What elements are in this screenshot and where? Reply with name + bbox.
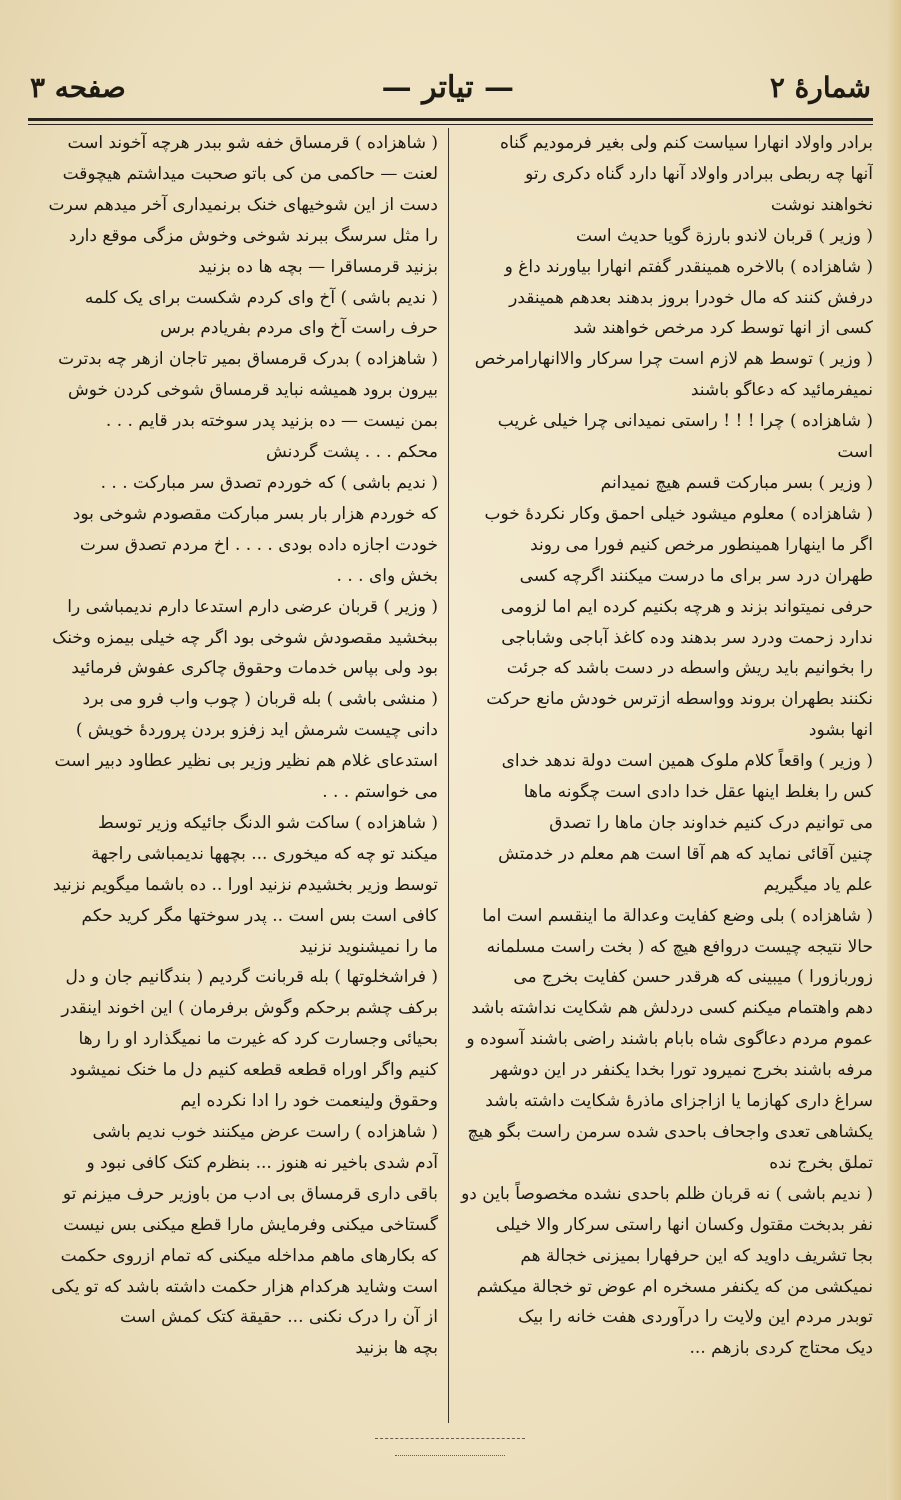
- text-line: ( شاهزاده ) بدرک قرمساق بمیر تاجان ازهر چه بدترت: [58, 349, 438, 370]
- text-line: را بخوانیم باید ریش واسطه در دست باشد که جرئت: [506, 658, 873, 679]
- text-line: حرف راست آخ وای مردم بفریادم برس: [160, 318, 438, 339]
- text-line: را مثل سرسگ ببرند شوخی وخوش مزگی موقع دارد: [68, 225, 438, 246]
- text-line: نفر بدبخت مقتول وکسان انها راستی سرکار والا خیلی: [495, 1214, 873, 1235]
- text-line: نخواهند نوشت: [770, 194, 873, 215]
- text-line: ( شاهزاده ) راست عرض میکنند خوب ندیم باشی: [92, 1122, 438, 1142]
- issue-number: شمارهٔ ۲: [769, 70, 871, 104]
- text-line: ( شاهزاده ) بالاخره همینقدر گفتم انهارا بیاورند داغ و: [504, 256, 873, 277]
- text-line: ( شاهزاده ) چرا ! ! ! راستی نمیدانی چرا خیلی غریب: [497, 411, 873, 432]
- text-line: ( ندیم باشی ) نه قربان ظلم باحدی نشده مخصوصاً باین دو: [461, 1183, 873, 1204]
- text-line: ( وزیر ) بسر مبارکت قسم هیچ نمیدانم: [600, 472, 873, 493]
- text-line: دست از این شوخیهای خنک برنمیداری آخر میدهم سرت: [48, 194, 438, 215]
- text-line: که خوردم هزار بار بسر مبارکت مقصودم شوخی بود: [72, 503, 438, 524]
- header-rule: [28, 118, 873, 121]
- text-line: که بکارهای ماهم مداخله میکنی که تمام ازروی حکمت: [60, 1245, 438, 1266]
- text-line: بخش وای . . .: [336, 565, 438, 586]
- right-column: [457, 128, 873, 1423]
- text-line: ( ندیم باشی ) که خوردم تصدق سر مبارکت . . .: [100, 472, 438, 493]
- text-line: چنین آقائی نماید که هم آقا است هم معلم در خدمتش: [498, 843, 873, 864]
- text-line: میکند تو چه که میخوری ... بچهها ندیمباشی راجهة: [91, 843, 438, 864]
- text-line: ببخشید مقصودش شوخی بود اگر چه خیلی بیمزه وخنک: [52, 627, 438, 648]
- left-column: [32, 128, 438, 1423]
- bottom-ornament: [375, 1438, 525, 1439]
- text-line: باقی داری قرمساق بی ادب من باوزیر حرف میزنم تو: [62, 1183, 438, 1204]
- text-line: می توانیم درک کنیم خداوند جان ماها را تصدق: [549, 812, 873, 833]
- page-number: صفحه ۳: [30, 70, 126, 104]
- text-line: حرفی نمیتواند بزند و هرچه بکنیم کرده ایم اما لزومی: [500, 596, 873, 617]
- text-line: آنها چه ربطی ببرادر واولاد آنها دارد گناه دکری رتو: [525, 163, 873, 184]
- text-line: لعنت — حاکمی من کی باتو صحبت میداشتم هیچوقت: [62, 163, 438, 184]
- text-line: ( وزیر ) قربان لاندو بارزة گویا حدیث است: [575, 225, 873, 246]
- text-line: انها بشود: [808, 720, 873, 741]
- text-line: دیک محتاج کردی بازهم ...: [689, 1338, 873, 1359]
- text-line: بود ولی بپاس خدمات وحقوق چاکری عفوش فرمائید: [71, 658, 438, 679]
- text-line: کافی است بس است .. پدر سوختها مگر کرید حکم: [81, 905, 438, 926]
- text-line: نمیفرمائید که دعاگو باشند: [690, 380, 873, 401]
- text-line: از آن را درک نکنی ... حقیقة کتک کمش است: [120, 1307, 438, 1328]
- text-line: گستاخی میکنی وفرمایش مارا قطع میکنی بس نیست: [63, 1214, 438, 1235]
- text-line: ( وزیر ) واقعاً کلام ملوک همین است دولة ندهد خدای: [501, 751, 873, 772]
- text-line: ( شاهزاده ) ساکت شو الدنگ جائیکه وزیر توسط: [98, 812, 438, 833]
- text-line: وحقوق ولینعمت خود را ادا نکرده ایم: [180, 1091, 438, 1112]
- text-line: بچه ها بزنید: [355, 1338, 438, 1359]
- text-line: عموم مردم دعاگوی شاه بابام باشند راضی باشند آسوده و: [466, 1029, 873, 1050]
- text-line: نکنند بطهران بروند وواسطه ازترس خودش مانع حرکت: [486, 689, 873, 710]
- column-divider: [448, 128, 449, 1423]
- bottom-ornament-dots: [395, 1455, 505, 1456]
- text-line: آدم شدی باخیر نه هنوز ... بنظرم کتک کافی نبود و: [86, 1152, 438, 1173]
- text-line: برکف چشم برحکم وگوش برفرمان ) این اخوند اینقدر: [61, 998, 438, 1019]
- text-line: برادر واولاد انهارا سیاست کنم ولی بغیر فرمودیم گناه: [499, 133, 873, 153]
- text-line: ( شاهزاده ) بلی وضع کفایت وعدالة ما اینقسم است اما: [482, 905, 873, 926]
- text-line: بمن نیست — ده بزنید پدر سوخته بدر قایم . . .: [105, 411, 438, 432]
- text-line: علم یاد میگیریم: [763, 874, 873, 895]
- text-line: نمیکشی من که یکنفر مسخره ام عوض تو خجالة میکشم: [476, 1276, 873, 1297]
- text-line: خودت اجازه داده بودی . . . . اخ مردم تصدق سرت: [79, 534, 438, 555]
- text-line: درفش کنند که مال خودرا بروز بدهند بعدهم همینقدر: [509, 287, 873, 308]
- text-line: سراغ داری کهازما یا ازاجزای ماذرهٔ شکایت داشته باشد: [485, 1091, 873, 1112]
- text-line: دهم واهتمام میکنم کسی دردلش هم شکایت نداشته باشد: [471, 998, 873, 1019]
- text-line: کس را بغلط اینها عقل خدا دادی است چگونه ماها: [523, 782, 873, 803]
- text-line: است وشاید هرکدام هزار حکمت داشته باشد که تو یکی: [51, 1276, 438, 1297]
- text-line: کسی از انها توسط کرد مرخص خواهند شد: [573, 318, 873, 339]
- text-line: ( منشی باشی ) بله قربان ( چوب واب فرو می برد: [82, 689, 438, 710]
- text-line: توبدر مردم این ولایت را درآوردی هفت خانه را بیک: [518, 1307, 873, 1328]
- text-line: حالا نتیجه چیست دروافع هیچ که ( بخت راست مسلمانه: [486, 936, 873, 957]
- text-line: ندارد زحمت ودرد سر بدهند وده کاغذ آباجی وشاباجی: [501, 627, 873, 648]
- text-line: مرفه باشند بخرج نمیرود تورا بخدا یکنفر در این دوشهر: [491, 1060, 873, 1081]
- text-line: استدعای غلام هم نظیر وزیر بی نظیر عطاود دبیر است: [54, 751, 438, 772]
- text-line: ( وزیر ) توسط هم لازم است چرا سرکار والاانهارامرخص: [474, 349, 873, 370]
- text-line: دانی چیست شرمش اید زفزو بردن پروردهٔ خویش ): [75, 720, 438, 741]
- text-line: بجا تشریف داوید که این حرفهارا بمیزنی خجالة هم: [520, 1245, 873, 1266]
- text-line: یکشاهی تعدی واجحاف باحدی شده سرمن راست بگو هیچ: [467, 1122, 873, 1142]
- text-line: اگر ما اینهارا همینطور مرخص کنیم فورا می روند: [530, 534, 873, 555]
- text-line: ( وزیر ) قربان عرضی دارم استدعا دارم ندیمباشی را: [67, 596, 438, 617]
- page-header: [30, 62, 871, 112]
- text-line: بیرون برود همیشه نباید قرمساق شوخی کردن خوش: [68, 380, 438, 401]
- text-line: طهران درد سر برای ما درست میکنند اگرچه کسی: [519, 565, 873, 586]
- text-line: توسط وزیر بخشیدم نزنید اورا .. ده باشما میگویم نزنید: [52, 874, 438, 895]
- text-line: است: [837, 442, 873, 463]
- masthead-title: — تیاتر —: [381, 69, 514, 105]
- text-line: ( ندیم باشی ) آخ وای کردم شکست برای یک کلمه: [84, 287, 438, 308]
- text-line: می خواستم . . .: [322, 782, 438, 803]
- scan-edge: [887, 0, 901, 1500]
- text-line: ( شاهزاده ) معلوم میشود خیلی احمق وکار نکردهٔ خوب: [484, 503, 873, 524]
- text-line: کنیم واگر اوراه قطعه قطعه کنیم دل ما خنک نمیشود: [69, 1060, 438, 1081]
- text-line: ما را نمیشنوید نزنید: [299, 936, 438, 957]
- text-line: بزنید قرمساقرا — بچه ها ده بزنید: [198, 256, 438, 277]
- header-rule-thin: [28, 124, 873, 125]
- text-line: زوربازورا ) میبینی که هرقدر حسن کفایت بخرج می: [513, 967, 873, 988]
- text-line: ( فراشخلوتها ) بله قربانت گردیم ( بندگانیم جان و دل: [65, 967, 438, 988]
- text-line: تملق بخرج نده: [769, 1152, 873, 1173]
- text-line: محکم . . . پشت گردنش: [265, 442, 438, 463]
- text-line: ( شاهزاده ) قرمساق خفه شو ببدر هرچه آخوند است: [67, 133, 438, 153]
- text-line: بحیائی وجسارت کرد که غیرت ما نمیگذارد او را رها: [78, 1029, 438, 1050]
